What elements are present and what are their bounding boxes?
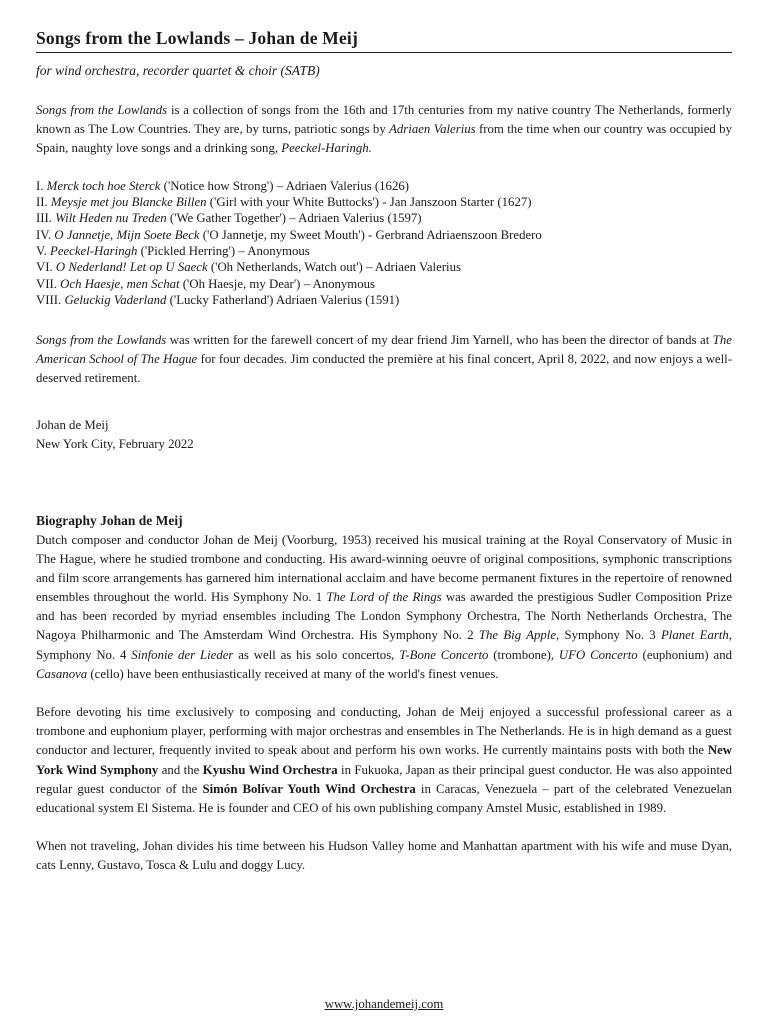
biography-heading: Biography Johan de Meij <box>36 512 183 528</box>
movement-line: V. Peeckel-Haringh ('Pickled Herring') – Anonymous <box>36 244 310 259</box>
movements-list <box>36 178 732 309</box>
page-title: Songs from the Lowlands – Johan de Meij <box>36 28 359 48</box>
movement-line: VII. Och Haesje, men Schat ('Oh Haesje, my Dear') – Anonymous <box>36 276 376 291</box>
bio-paragraph-1: Dutch composer and conductor Johan de Meij (Voorburg, 1953) received his musical training at the Royal Conservatory of Music in The Hague, where he studied trombone and conducting. His award-winning oeuvre of original compositions, symphonic transcriptions and film score arrangements has garnered him international acclaim and have become permanent fixtures in the repertoire of renowned ensembles throughout the world. His Symphony No. 1 The Lord of the Rings was awarded the prestigious Sudler Composition Prize and has been recorded by myriad ensembles including The London Symphony Orchestra, The North Netherlands Orchestra, The Nagoya Philharmonic and The Amsterdam Wind Orchestra. His Symphony No. 2 The Big Apple, Symphony No. 3 Planet Earth, Symphony No. 4 Sinfonie der Lieder as well as his solo concertos, T-Bone Concerto (trombone), UFO Concerto (euphonium) and Casanova (cello) have been enthusiastically received at many of the world's finest venues. <box>36 532 732 681</box>
bio-paragraph-2: Before devoting his time exclusively to composing and conducting, Johan de Meij enjoyed a successful professional career as a trombone and euphonium player, performing with major orchestras and ensembles in The Netherlands. He is in high demand as a guest conductor and lecturer, frequently invited to speak about and perform his own works. He currently maintains posts with both the New York Wind Symphony and the Kyushu Wind Orchestra in Fukuoka, Japan as their principal guest conductor. He was also appointed regular guest conductor of the Simón Bolívar Youth Wind Orchestra in Caracas, Venezuela – part of the celebrated Venezuelan educational system El Sistema. He is founder and CEO of his own publishing company Amstel Music, established in 1989. <box>36 705 733 815</box>
premiere-paragraph: Songs from the Lowlands was written for the farewell concert of my dear friend Jim Yarnell, who has been the director of bands at The American School of The Hague for four decades. Jim conducted the première at his final concert, April 8, 2022, and now enjoys a well-deserved retirement. <box>36 332 732 385</box>
website-link[interactable]: www.johandemeij.com <box>324 997 444 1011</box>
title-divider <box>36 52 732 53</box>
movement-line: IV. O Jannetje, Mijn Soete Beck ('O Jannetje, my Sweet Mouth') - Gerbrand Adriaenszoon Bredero <box>36 227 542 242</box>
movement-line: I. Merck toch hoe Sterck ('Notice how Strong') – Adriaen Valerius (1626) <box>36 178 410 193</box>
signature-place-date: New York City, February 2022 <box>36 437 194 452</box>
movement-line: VI. O Nederland! Let op U Saeck ('Oh Netherlands, Watch out') – Adriaen Valerius <box>36 260 461 275</box>
page-footer <box>0 997 768 1012</box>
subtitle: for wind orchestra, recorder quartet & choir (SATB) <box>36 63 320 78</box>
bio-paragraph-3: When not traveling, Johan divides his time between his Hudson Valley home and Manhattan apartment with his wife and muse Dyan, cats Lenny, Gustavo, Tosca & Lulu and doggy Lucy. <box>36 839 732 873</box>
intro-paragraph: Songs from the Lowlands is a collection of songs from the 16th and 17th centuries from my native country The Netherlands, formerly known as The Low Countries. They are, by turns, patriotic songs by Adriaen Valerius from the time when our country was occupied by Spain, naughty love songs and a drinking song, Peeckel-Haringh. <box>36 103 732 156</box>
signature-name: Johan de Meij <box>36 418 109 433</box>
signature-block <box>36 416 732 454</box>
movement-line: VIII. Geluckig Vaderland ('Lucky Fatherland') Adriaen Valerius (1591) <box>36 293 400 308</box>
movement-line: III. Wilt Heden nu Treden ('We Gather Together') – Adriaen Valerius (1597) <box>36 211 422 226</box>
movement-line: II. Meysje met jou Blancke Billen ('Girl with your White Buttocks') - Jan Janszoon Starter (1627) <box>36 194 532 209</box>
